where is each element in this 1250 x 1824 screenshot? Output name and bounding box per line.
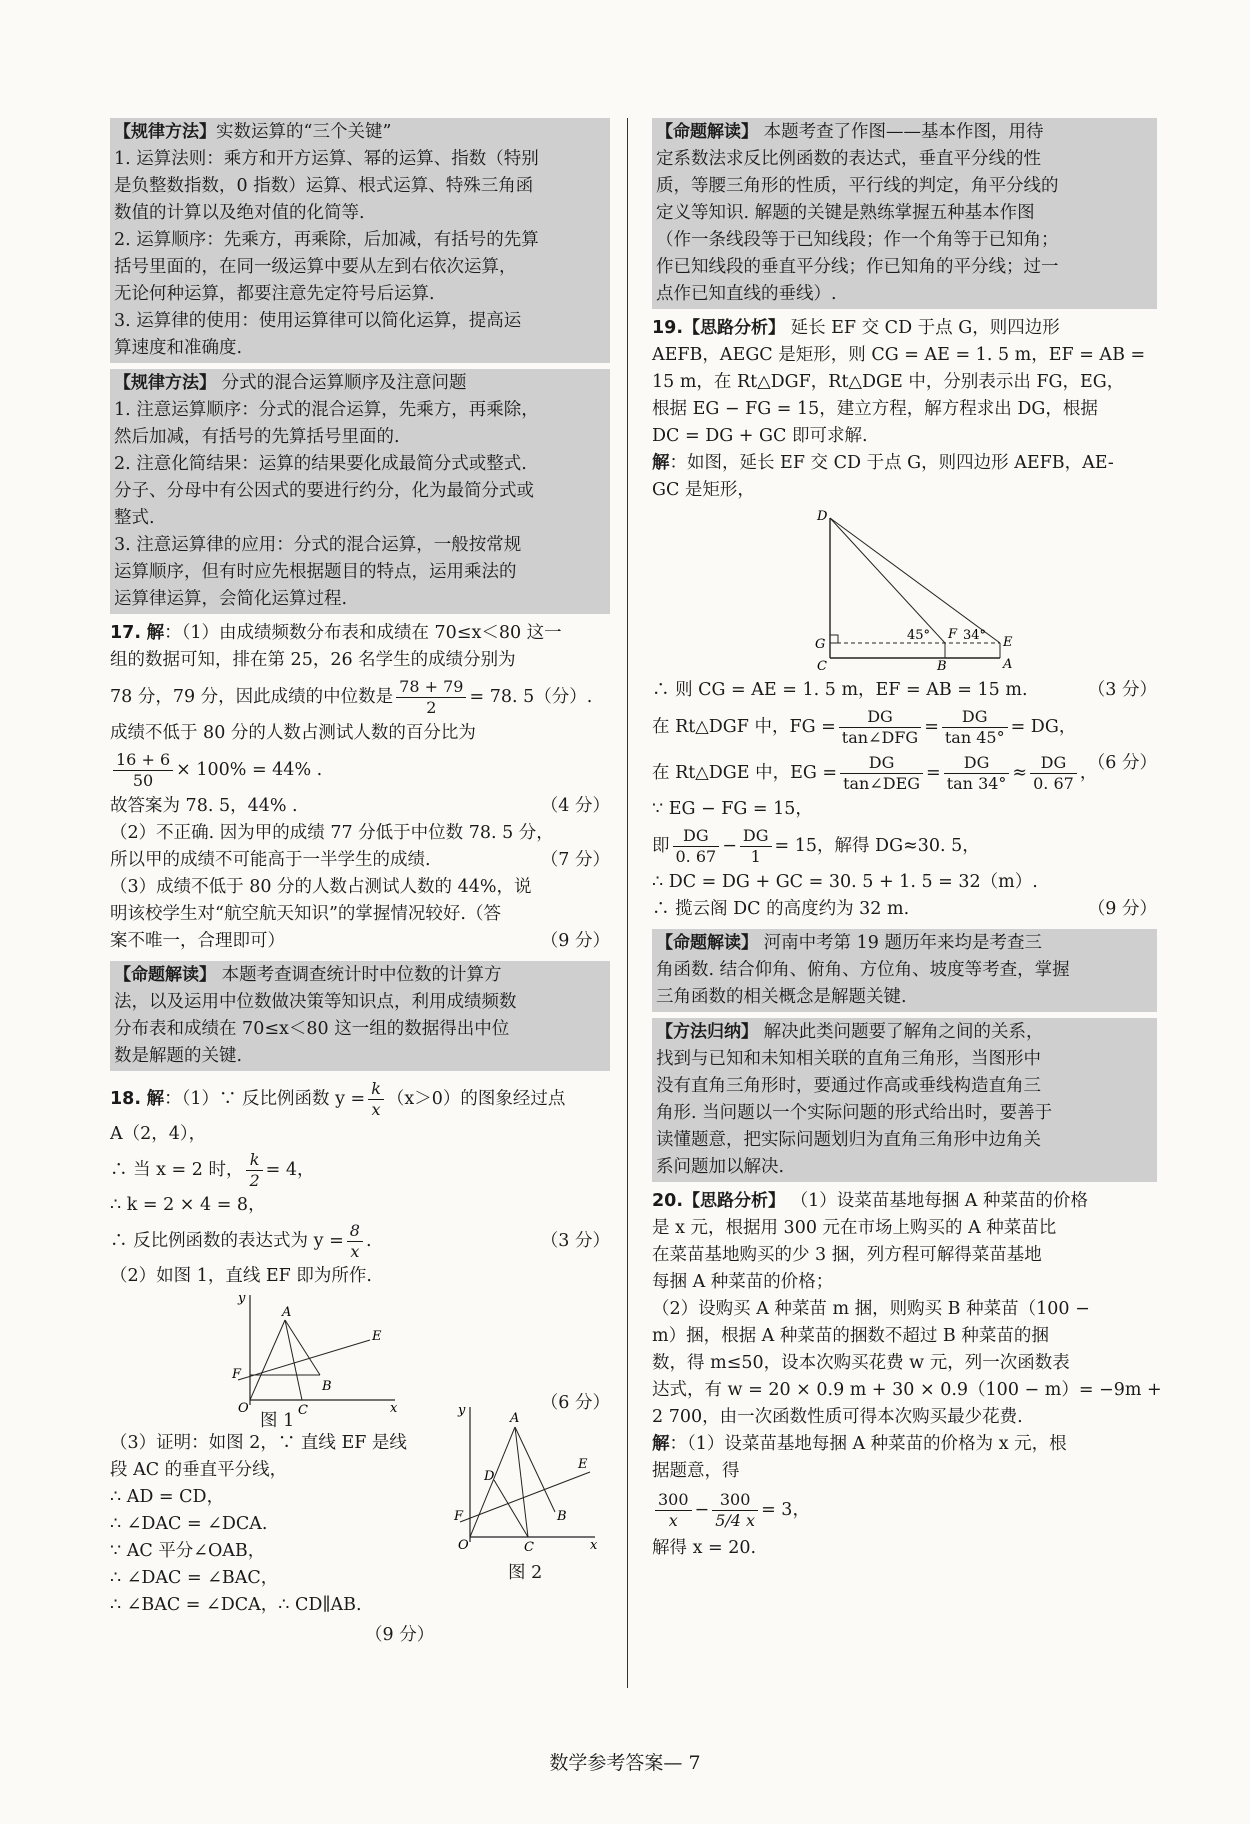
note-line: 是负整数指数，0 指数）运算、根式运算、特殊三角函 [114, 176, 534, 196]
svg-text:B: B [557, 1509, 567, 1524]
score: （3 分） [1087, 680, 1157, 700]
note-line: 没有直角三角形时，要通过作高或垂线构造直角三 [656, 1076, 1041, 1096]
q18-line-8: 段 AC 的垂直平分线， [110, 1460, 288, 1480]
note-tag: 【规律方法】 [114, 373, 216, 393]
q20-line-11: 据题意，得 [652, 1461, 740, 1481]
figure-2-caption: 图 2 [508, 1563, 543, 1583]
fraction: $\frac{DG}{1}$ [740, 826, 772, 867]
note-line: 3. 运算律的使用：使用运算律可以简化运算，提高运 [114, 311, 522, 331]
angle-34-label: 34° [962, 628, 986, 643]
note-line: 角形. 当问题以一个实际问题的形式给出时，要善于 [656, 1103, 1053, 1123]
interpretation-note-19 [652, 929, 1157, 1012]
question-19 [652, 315, 1157, 923]
svg-text:E: E [578, 1457, 588, 1472]
svg-text:D: D [816, 509, 827, 524]
note-line: 【规律方法】实数运算的“三个关键” [114, 122, 392, 142]
note-line: 分子、分母中有公因式的要进行约分，化为最简分式或 [114, 481, 534, 501]
interpretation-note-17 [110, 961, 610, 1071]
score: （7 分） [540, 850, 610, 870]
svg-text:A: A [1002, 657, 1012, 672]
fraction: $\frac{78 + 79}{2}$ [396, 677, 466, 718]
q20-line-4: 每捆 A 种菜苗的价格； [652, 1272, 834, 1292]
method-note-real-numbers [110, 118, 610, 363]
score: （9 分） [540, 931, 610, 951]
tower-diagram [785, 508, 1025, 673]
note-line: 【命题解读】 本题考查调查统计时中位数的计算方 [114, 965, 502, 985]
svg-text:x: x [590, 1538, 598, 1553]
question-17 [110, 620, 610, 955]
q19-line-6: 解：如图，延长 EF 交 CD 于点 G，则四边形 AEFB，AE- [652, 453, 1114, 473]
question-number: 18. [110, 1089, 142, 1109]
note-line: 找到与已知和未知相关联的直角三角形，当图形中 [656, 1049, 1041, 1069]
svg-text:A: A [282, 1305, 292, 1320]
q17-line-9: （3）成绩不低于 80 分的人数占测试人数的 44%，说 [110, 877, 532, 897]
svg-text:C: C [524, 1540, 534, 1555]
solution-label: 解 [652, 1434, 670, 1454]
note-line: 1. 注意运算顺序：分式的混合运算，先乘方，再乘除， [114, 400, 539, 420]
q20-line-12: 解得 x = 20. [652, 1538, 757, 1558]
svg-text:E: E [372, 1329, 382, 1344]
q19-line-12: 即 $\frac{DG}{0. 67}$ − $\frac{DG}{1}$ = 15，解得 DG≈30. 5， [652, 826, 980, 866]
svg-text:O: O [238, 1401, 249, 1416]
method-summary-note [652, 1018, 1157, 1182]
q19-line-11: ∵ EG − FG = 15， [652, 799, 813, 819]
q17-line-5: $\frac{16 + 6}{50}$ × 100% = 44% . [110, 747, 610, 793]
note-line: 3. 注意运算律的应用：分式的混合运算，一般按常规 [114, 535, 522, 555]
fraction: $\frac{DG}{\tan 34^\circ}$ [944, 753, 1010, 794]
svg-text:G: G [814, 637, 825, 652]
score: （3 分） [540, 1231, 610, 1251]
q19-line-9: 在 Rt△DGF 中，FG = $\frac{DG}{\text{tan∠DFG}}$ = $\frac{DG}{\tan 45^\circ}$ = DG， [652, 707, 1077, 747]
q19-line-3: 15 m，在 Rt△DGF，Rt△DGE 中，分别表示出 FG，EG， [652, 372, 1125, 392]
note-tag: 【规律方法】 [114, 122, 216, 142]
q17-line-4: 成绩不低于 80 分的人数占测试人数的百分比为 [110, 723, 476, 743]
note-line: 【方法归纳】 解决此类问题要了解角之间的关系， [656, 1022, 1044, 1042]
svg-text:x: x [390, 1401, 398, 1416]
q20-line-8: 达式，有 w = 20 × 0.9 m + 30 × 0.9（100 − m）= −9m + [652, 1380, 1162, 1400]
q19-line-5: DC = DG + GC 即可求解. [652, 426, 868, 446]
q18-line-12: ∴ ∠DAC = ∠BAC， [110, 1568, 279, 1588]
fraction: $\frac{DG}{\tan 45^\circ}$ [942, 707, 1008, 748]
column-divider [627, 118, 628, 1688]
note-line: 2. 运算顺序：先乘方，再乘除，后加减，有括号的先算 [114, 230, 539, 250]
score: （9 分） [365, 1625, 435, 1645]
question-number: 17. [110, 623, 142, 643]
note-line: 定系数法求反比例函数的表达式，垂直平分线的性 [656, 149, 1041, 169]
score: （9 分） [1087, 899, 1157, 919]
svg-text:B: B [322, 1379, 332, 1394]
svg-text:C: C [816, 659, 827, 674]
note-line: 数值的计算以及绝对值的化简等. [114, 203, 365, 223]
svg-text:C: C [298, 1403, 308, 1418]
solution-label: 解 [146, 623, 165, 643]
q17-line-1: 17. 解：（1）由成绩频数分布表和成绩在 70≤x＜80 这一 [110, 623, 562, 643]
question-number: 19. [652, 318, 684, 338]
note-line: 然后加减，有括号的先算括号里面的. [114, 427, 400, 447]
q18-line-13: ∴ ∠BAC = ∠DCA，∴ CD∥AB. [110, 1595, 362, 1615]
note-line: 1. 运算法则：乘方和开方运算、幂的运算、指数（特别 [114, 149, 539, 169]
q18-line-3: ∴ 当 x = 2 时， $\frac{k}{2}$ = 4， [110, 1150, 315, 1190]
question-18 [110, 1077, 610, 1645]
fraction: $\frac{k}{2}$ [246, 1150, 262, 1191]
svg-text:D: D [484, 1469, 495, 1484]
q19-line-1: 19.【思路分析】 延长 EF 交 CD 于点 G，则四边形 [652, 318, 1060, 338]
fraction: $\frac{300}{x}$ [655, 1490, 692, 1531]
note-line: 括号里面的，在同一级运算中要从左到右依次运算， [114, 257, 517, 277]
note-line: 点作已知直线的垂线）. [656, 284, 837, 304]
note-line: 读懂题意，把实际问题划归为直角三角形中边角关 [656, 1130, 1041, 1150]
q18-line-2: A（2，4）， [110, 1124, 207, 1144]
q19-line-8: ∴ 则 CG = AE = 1. 5 m，EF = AB = 15 m. （3 分） [652, 677, 1157, 704]
solution-label: 解 [652, 453, 670, 473]
q20-line-2: 是 x 元，根据用 300 元在市场上购买的 A 种菜苗比 [652, 1218, 1057, 1238]
note-line: 法，以及运用中位数做决策等知识点，利用成绩频数 [114, 992, 517, 1012]
note-line: 2. 注意化简结果：运算的结果要化成最简分式或整式. [114, 454, 527, 474]
note-tag: 【命题解读】 [656, 933, 758, 953]
note-line: 定义等知识. 解题的关键是熟练掌握五种基本作图 [656, 203, 1035, 223]
q18-line-10: ∴ ∠DAC = ∠DCA. [110, 1514, 268, 1534]
score: （6 分） [540, 1393, 610, 1413]
note-tag: 【命题解读】 [114, 965, 216, 985]
q20-line-7: 数，得 m≤50，设本次购买花费 w 元，列一次函数表 [652, 1353, 1070, 1373]
analysis-tag: 【思路分析】 [683, 1191, 786, 1211]
note-line: 运算律运算，会简化运算过程. [114, 589, 348, 609]
note-line: 质，等腰三角形的性质，平行线的判定，角平分线的 [656, 176, 1059, 196]
note-line: 三角函数的相关概念是解题关键. [656, 987, 907, 1007]
fraction: $\frac{16 + 6}{50}$ [113, 750, 173, 791]
svg-text:E: E [1002, 635, 1012, 650]
q17-line-11: 案不唯一，合理即可） （9 分） [110, 928, 610, 955]
svg-text:F: F [232, 1367, 242, 1382]
svg-text:y: y [238, 1291, 246, 1306]
q18-line-11: ∵ AC 平分∠OAB， [110, 1541, 266, 1561]
figure-1-caption: 图 1 [260, 1411, 295, 1431]
q20-line-6: m）捆，根据 A 种菜苗的捆数不超过 B 种菜苗的捆 [652, 1326, 1049, 1346]
note-line: 算速度和准确度. [114, 338, 243, 358]
fraction: $\frac{DG}{0. 67}$ [673, 826, 720, 867]
score: （4 分） [540, 796, 610, 816]
solution-label: 解 [146, 1089, 165, 1109]
q19-line-4: 根据 EG − FG = 15，建立方程，解方程求出 DG，根据 [652, 399, 1098, 419]
q18-line-7: （3）证明：如图 2，∵ 直线 EF 是线 [110, 1433, 407, 1453]
svg-text:F: F [454, 1509, 464, 1524]
left-column [110, 118, 610, 1645]
q18-line-6: （2）如图 1，直线 EF 即为所作. [110, 1266, 372, 1286]
q20-line-3: 在菜苗基地购买的少 3 捆，列方程可解得菜苗基地 [652, 1245, 1042, 1265]
q19-line-13: ∴ DC = DG + GC = 30. 5 + 1. 5 = 32（m）. [652, 872, 1038, 892]
method-note-fractions [110, 369, 610, 614]
q19-line-10: 在 Rt△DGE 中，EG = $\frac{DG}{\text{tan∠DEG}}$ = $\frac{DG}{\tan 34^\circ}$ ≈ $\frac{DG}{0. 67}$ ， [652, 753, 1098, 793]
question-20 [652, 1188, 1162, 1562]
q20-line-10: 解：（1）设菜苗基地每捆 A 种菜苗的价格为 x 元，根 [652, 1434, 1067, 1454]
q20-line-9: 2 700，由一次函数性质可得本次购买最少花费. [652, 1407, 1023, 1427]
note-line: 数是解题的关键. [114, 1046, 243, 1066]
score: （6 分） [1087, 753, 1157, 773]
angle-45-label: 45° [906, 628, 930, 643]
figure-1-diagram [220, 1290, 400, 1418]
page-footer: 数学参考答案— 7 [549, 1752, 701, 1774]
svg-text:A: A [510, 1411, 520, 1426]
svg-text:y: y [458, 1403, 466, 1418]
svg-text:F: F [947, 627, 957, 642]
note-line: 【命题解读】 河南中考第 19 题历年来均是考查三 [656, 933, 1042, 953]
note-line: 分布表和成绩在 70≤x＜80 这一组的数据得出中位 [114, 1019, 510, 1039]
analysis-tag: 【思路分析】 [683, 318, 786, 338]
fraction: $\frac{k}{x}$ [368, 1079, 384, 1120]
q19-line-2: AEFB，AEGC 是矩形，则 CG = AE = 1. 5 m，EF = AB = [652, 345, 1146, 365]
q18-line-9: ∴ AD = CD， [110, 1487, 225, 1507]
note-line: 整式. [114, 508, 155, 528]
fraction: $\frac{300}{5/4 x}$ [712, 1490, 758, 1531]
fraction: $\frac{8}{x}$ [347, 1221, 363, 1262]
fraction: $\frac{DG}{\text{tan∠DFG}}$ [839, 707, 921, 748]
question-number: 20. [652, 1191, 684, 1211]
svg-text:B: B [936, 659, 947, 674]
q19-line-7: GC 是矩形， [652, 480, 755, 500]
svg-text:O: O [458, 1538, 469, 1553]
q18-line-5: ∴ 反比例函数的表达式为 y = $\frac{8}{x}$ . （3 分） [110, 1221, 610, 1261]
note-line: （作一条线段等于已知线段；作一个角等于已知角； [656, 230, 1059, 250]
q20-line-5: （2）设购买 A 种菜苗 m 捆，则购买 B 种菜苗（100 − [652, 1299, 1090, 1319]
note-line: 角函数. 结合仰角、俯角、方位角、坡度等考查，掌握 [656, 960, 1070, 980]
q17-line-10: 明该校学生对“航空航天知识”的掌握情况较好.（答 [110, 904, 501, 924]
note-tag: 【命题解读】 [656, 122, 758, 142]
figure-2-diagram [450, 1402, 600, 1555]
q17-line-8: 所以甲的成绩不可能高于一半学生的成绩. （7 分） [110, 847, 610, 874]
fraction: $\frac{DG}{\text{tan∠DEG}}$ [840, 753, 923, 794]
q20-equation: $\frac{300}{x}$ − $\frac{300}{5/4 x}$ = 3， [652, 1485, 1157, 1535]
interpretation-note-18 [652, 118, 1157, 309]
q17-line-3: 78 分，79 分，因此成绩的中位数是 $\frac{78 + 79}{2}$ = 78. 5（分）. [110, 677, 593, 717]
q19-line-14: ∴ 揽云阁 DC 的高度约为 32 m. （9 分） [652, 896, 1157, 923]
note-line: 运算顺序，但有时应先根据题目的特点，运用乘法的 [114, 562, 517, 582]
q17-line-2: 组的数据可知，排在第 25，26 名学生的成绩分别为 [110, 650, 516, 670]
note-line: 系问题加以解决. [656, 1157, 785, 1177]
note-line: 【命题解读】 本题考查了作图——基本作图，用待 [656, 122, 1044, 142]
note-line: 无论何种运算，都要注意先定符号后运算. [114, 284, 435, 304]
fraction: $\frac{DG}{0. 67}$ [1030, 753, 1077, 794]
q17-line-6: 故答案为 78. 5，44% . （4 分） [110, 793, 610, 820]
right-column [652, 118, 1162, 1568]
note-line: 【规律方法】 分式的混合运算顺序及注意问题 [114, 373, 467, 393]
note-line: 作已知线段的垂直平分线；作已知角的平分线；过一 [656, 257, 1059, 277]
q18-line-1: 18. 解：（1）∵ 反比例函数 y = $\frac{k}{x}$ （x＞0）的图象经过点 [110, 1079, 566, 1119]
q20-line-1: 20.【思路分析】 （1）设菜苗基地每捆 A 种菜苗的价格 [652, 1191, 1088, 1211]
note-tag: 【方法归纳】 [656, 1022, 758, 1042]
q18-line-4: ∴ k = 2 × 4 = 8， [110, 1195, 266, 1215]
q17-line-7: （2）不正确. 因为甲的成绩 77 分低于中位数 78. 5 分， [110, 823, 554, 843]
